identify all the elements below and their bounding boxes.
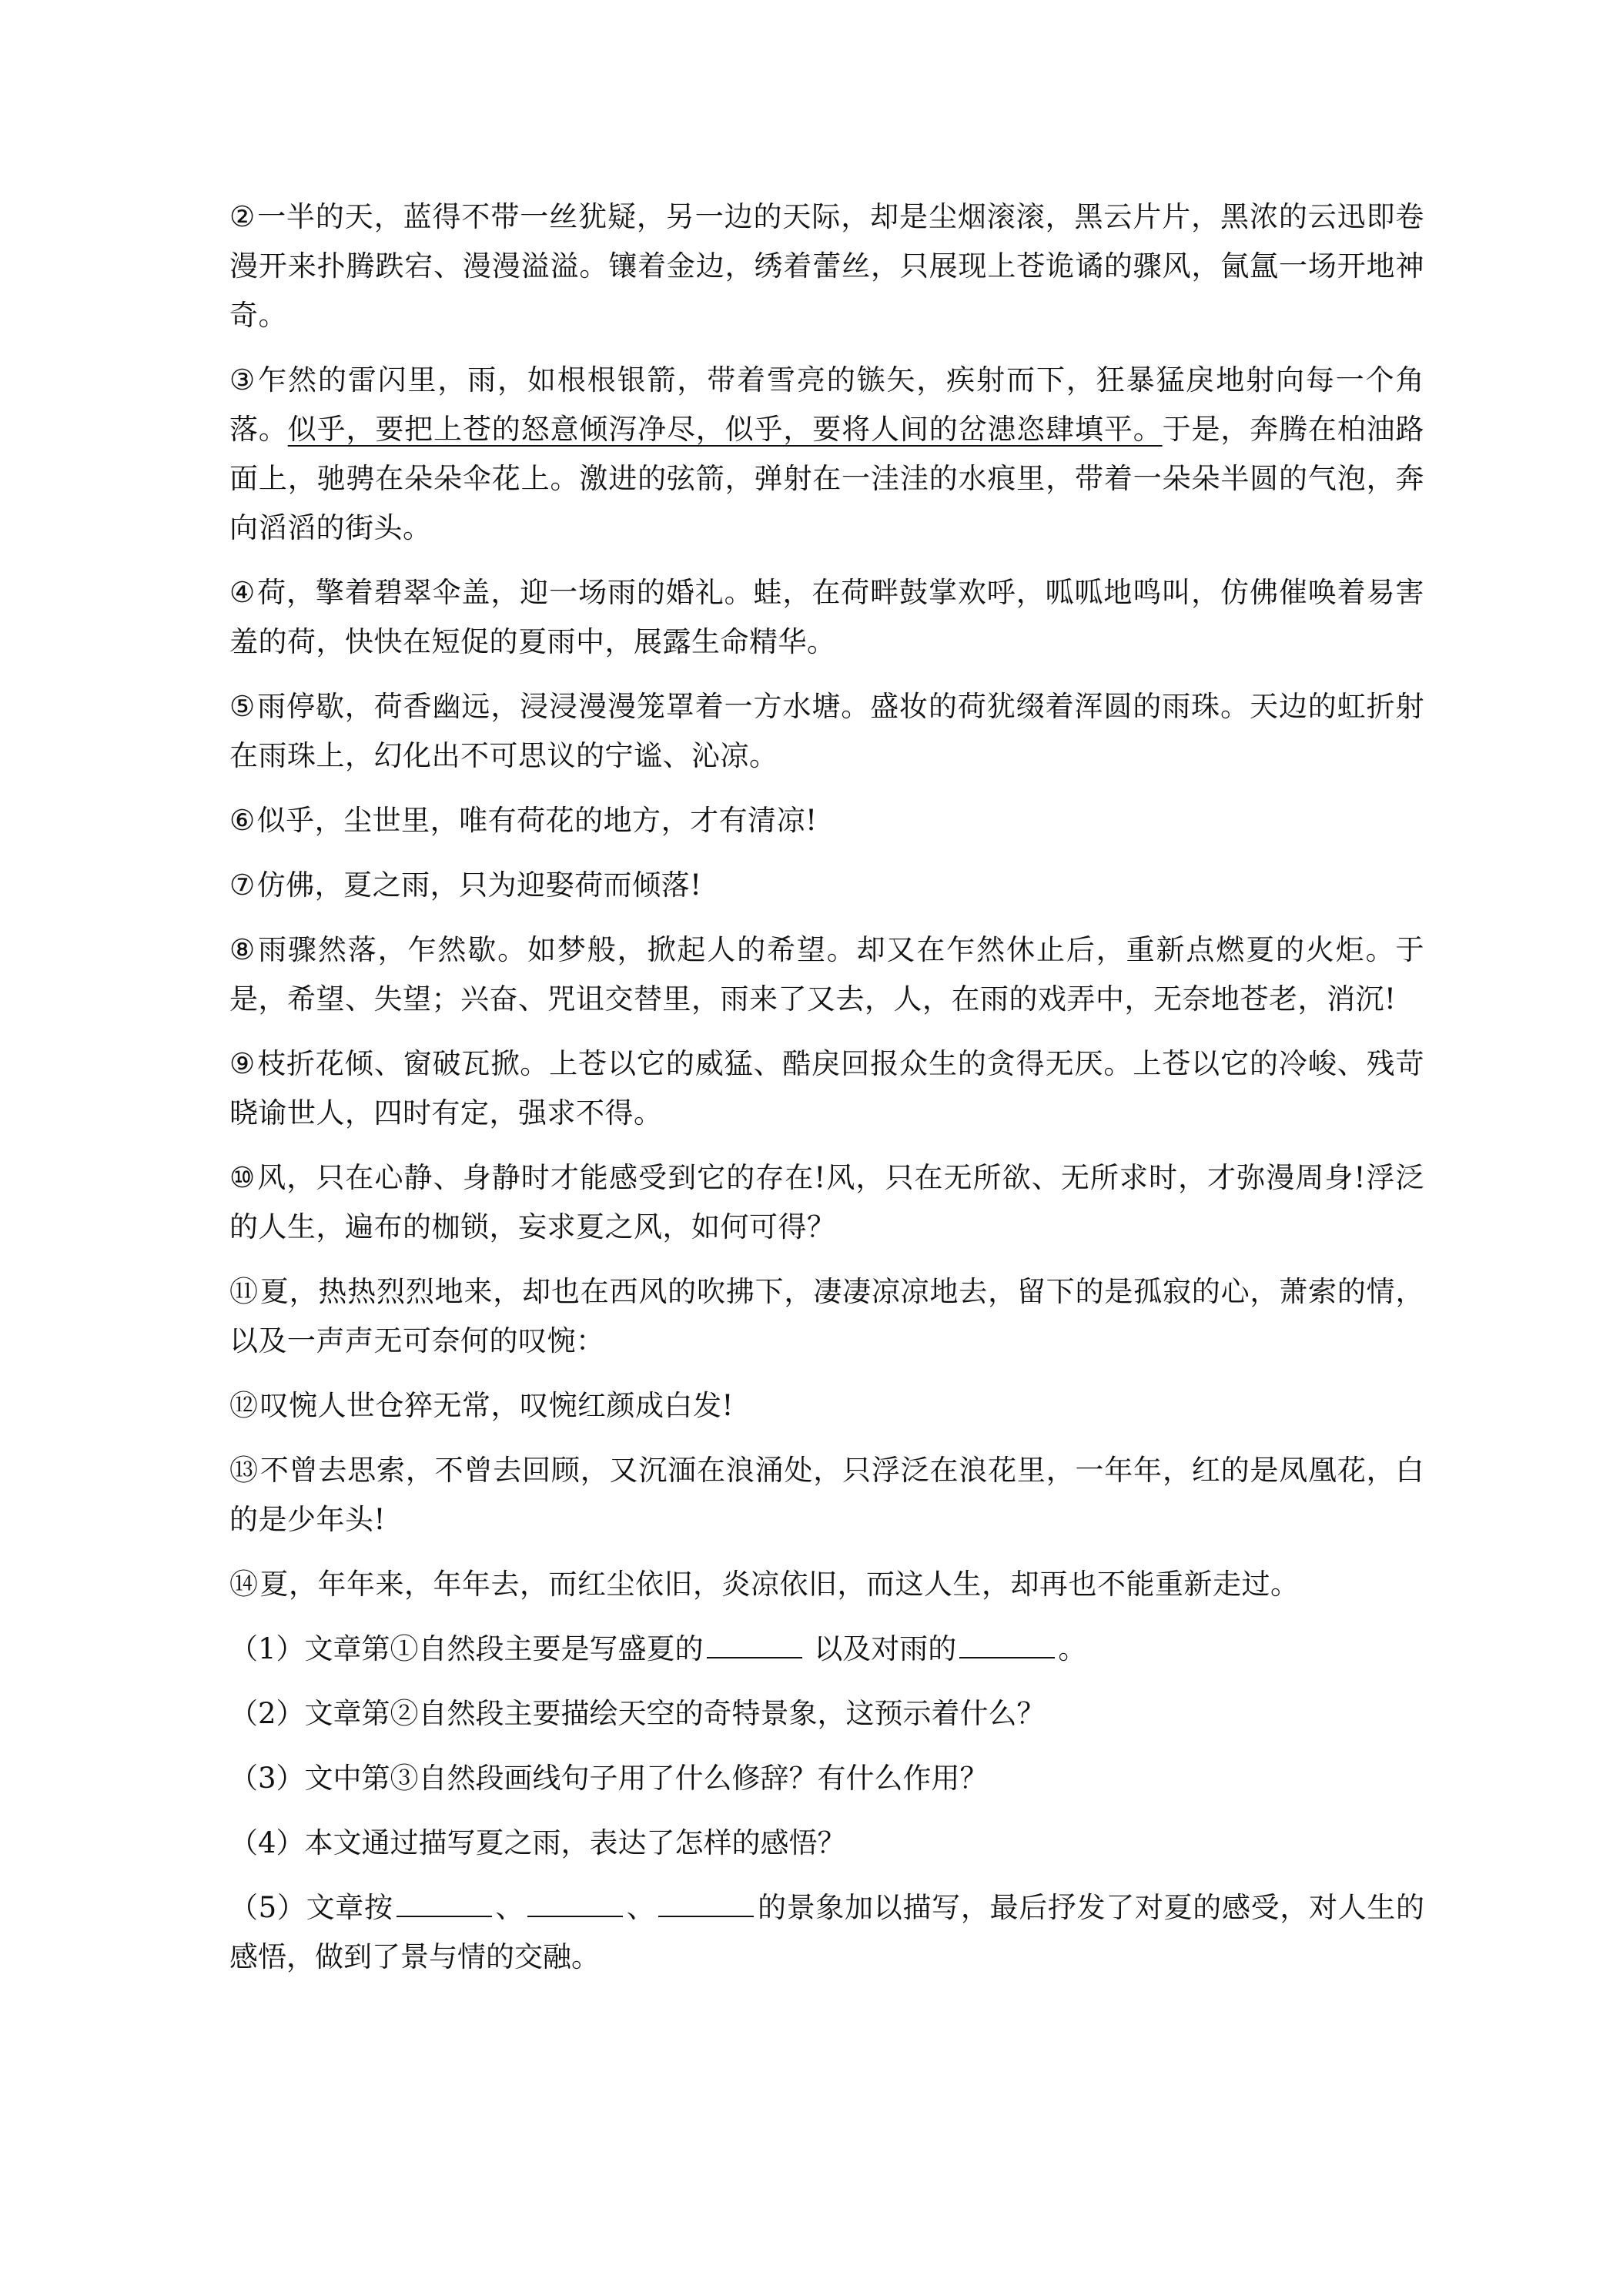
paragraph-7 <box>229 861 1424 910</box>
question-1 <box>229 1625 1424 1674</box>
paragraph-10 <box>229 1153 1424 1252</box>
question-text: 的景象加以描写，最后抒发了对夏的感受，对人生的感悟，做到了景与情的交融。 <box>229 1891 1425 1973</box>
question-label: （4） <box>229 1826 305 1859</box>
paragraph-text: 乍然的雷闪里，雨，如根根银箭，带着雪亮的镞矢，疾射而下，狂暴猛戾地射向每一个角落。 <box>229 363 1425 446</box>
question-2 <box>229 1689 1424 1739</box>
paragraph-text: 枝折花倾、窗破瓦掀。上苍以它的威猛、酷戾回报众生的贪得无厌。上苍以它的冷峻、残苛晓谕世人，四时有定，强求不得。 <box>229 1047 1424 1130</box>
paragraph-text: 仿佛，夏之雨，只为迎娶荷而倾落! <box>256 869 702 902</box>
question-text: 文章第①自然段主要是写盛夏的 <box>304 1632 704 1665</box>
paragraph-text: 雨骤然落，乍然歇。如梦般，掀起人的希望。却又在乍然休止后，重新点燃夏的火炬。于是，希望、失望；兴奋、咒诅交替里，雨来了又去，人，在雨的戏弄中，无奈地苍老，消沉! <box>229 933 1425 1016</box>
question-label: （5） <box>229 1891 306 1924</box>
question-text: 文中第③自然段画线句子用了什么修辞？有什么作用？ <box>304 1762 989 1795</box>
paragraph-13 <box>229 1446 1424 1545</box>
question-label: （1） <box>229 1632 305 1665</box>
paragraph-text: 叹惋人世仓猝无常，叹惋红颜成白发! <box>259 1389 734 1422</box>
answer-blank[interactable] <box>707 1631 802 1658</box>
paragraph-number: ⑫ <box>229 1389 259 1422</box>
separator: 、 <box>494 1891 525 1924</box>
paragraph-11 <box>229 1267 1424 1366</box>
paragraph-number: ④ <box>229 576 256 609</box>
question-text: 文章第②自然段主要描绘天空的奇特景象，这预示着什么？ <box>304 1697 1046 1730</box>
question-text: 文章按 <box>306 1891 393 1924</box>
paragraph-4 <box>229 568 1424 667</box>
paragraph-2 <box>229 192 1424 340</box>
paragraph-text: 似乎，尘世里，唯有荷花的地方，才有清凉! <box>256 804 818 837</box>
question-text: 以及对雨的 <box>805 1632 957 1665</box>
question-text: 本文通过描写夏之雨，表达了怎样的感悟？ <box>304 1826 846 1859</box>
answer-blank[interactable] <box>959 1631 1055 1658</box>
document-page <box>229 192 1424 1997</box>
question-3 <box>229 1754 1424 1803</box>
paragraph-9 <box>229 1039 1424 1138</box>
paragraph-text: 夏，热热烈烈地来，却也在西风的吹拂下，凄凄凉凉地去，留下的是孤寂的心，萧索的情，以及一声声无可奈何的叹惋： <box>229 1275 1424 1357</box>
underlined-sentence: 似乎，要把上苍的怒意倾泻净尽，似乎，要将人间的岔漶恣肆填平。 <box>287 413 1163 446</box>
question-label: （3） <box>229 1762 305 1795</box>
paragraph-text: 夏，年年来，年年去，而红尘依旧，炎凉依旧，而这人生，却再也不能重新走过。 <box>259 1568 1300 1601</box>
answer-blank[interactable] <box>397 1889 492 1917</box>
paragraph-number: ⑦ <box>229 869 256 902</box>
paragraph-text: 荷，擎着碧翠伞盖，迎一场雨的婚礼。蛙，在荷畔鼓掌欢呼，呱呱地鸣叫，仿佛催唤着易害羞的荷，快快在短促的夏雨中，展露生命精华。 <box>229 576 1424 658</box>
paragraph-6 <box>229 796 1424 845</box>
paragraph-number: ⑩ <box>229 1161 256 1194</box>
paragraph-8 <box>229 925 1424 1024</box>
paragraph-number: ⑨ <box>229 1047 256 1080</box>
paragraph-text: 风，只在心静、身静时才能感受到它的存在!风，只在无所欲、无所求时，才弥漫周身!浮泛的人生，遍布的枷锁，妄求夏之风，如何可得？ <box>229 1161 1424 1243</box>
paragraph-text: 不曾去思索，不曾去回顾，又沉湎在浪涌处，只浮泛在浪花里，一年年，红的是凤凰花，白的是少年头! <box>229 1454 1424 1536</box>
paragraph-number: ⑪ <box>229 1275 259 1308</box>
paragraph-number: ② <box>229 200 256 233</box>
paragraph-number: ⑭ <box>229 1568 259 1601</box>
question-text: 。 <box>1058 1632 1087 1665</box>
question-4 <box>229 1819 1424 1868</box>
answer-blank[interactable] <box>527 1889 623 1917</box>
question-label: （2） <box>229 1697 305 1730</box>
paragraph-text: 一半的天，蓝得不带一丝犹疑，另一边的天际，却是尘烟滚滚，黑云片片，黑浓的云迅即卷漫开来扑腾跌宕、漫漫溢溢。镶着金边，绣着蕾丝，只展现上苍诡谲的骤风，氤氲一场开地神奇。 <box>229 200 1424 332</box>
paragraph-number: ⑬ <box>229 1454 259 1487</box>
paragraph-number: ③ <box>229 363 257 397</box>
separator: 、 <box>626 1891 656 1924</box>
paragraph-14 <box>229 1560 1424 1609</box>
paragraph-3 <box>229 356 1424 553</box>
paragraph-text-continued: 于是，奔腾在柏油路面上，驰骋在朵朵伞花上。激进的弦箭，弹射在一洼洼的水痕里，带着一朵朵半圆的气泡，奔向滔滔的街头。 <box>229 413 1425 544</box>
question-5 <box>229 1883 1424 1982</box>
paragraph-number: ⑤ <box>229 690 256 723</box>
paragraph-5 <box>229 682 1424 781</box>
paragraph-number: ⑧ <box>229 933 257 966</box>
answer-blank[interactable] <box>658 1889 754 1917</box>
paragraph-text: 雨停歇，荷香幽远，浸浸漫漫笼罩着一方水塘。盛妆的荷犹缀着浑圆的雨珠。天边的虹折射在雨珠上，幻化出不可思议的宁谧、沁凉。 <box>229 690 1424 772</box>
paragraph-number: ⑥ <box>229 804 256 837</box>
paragraph-12 <box>229 1381 1424 1431</box>
